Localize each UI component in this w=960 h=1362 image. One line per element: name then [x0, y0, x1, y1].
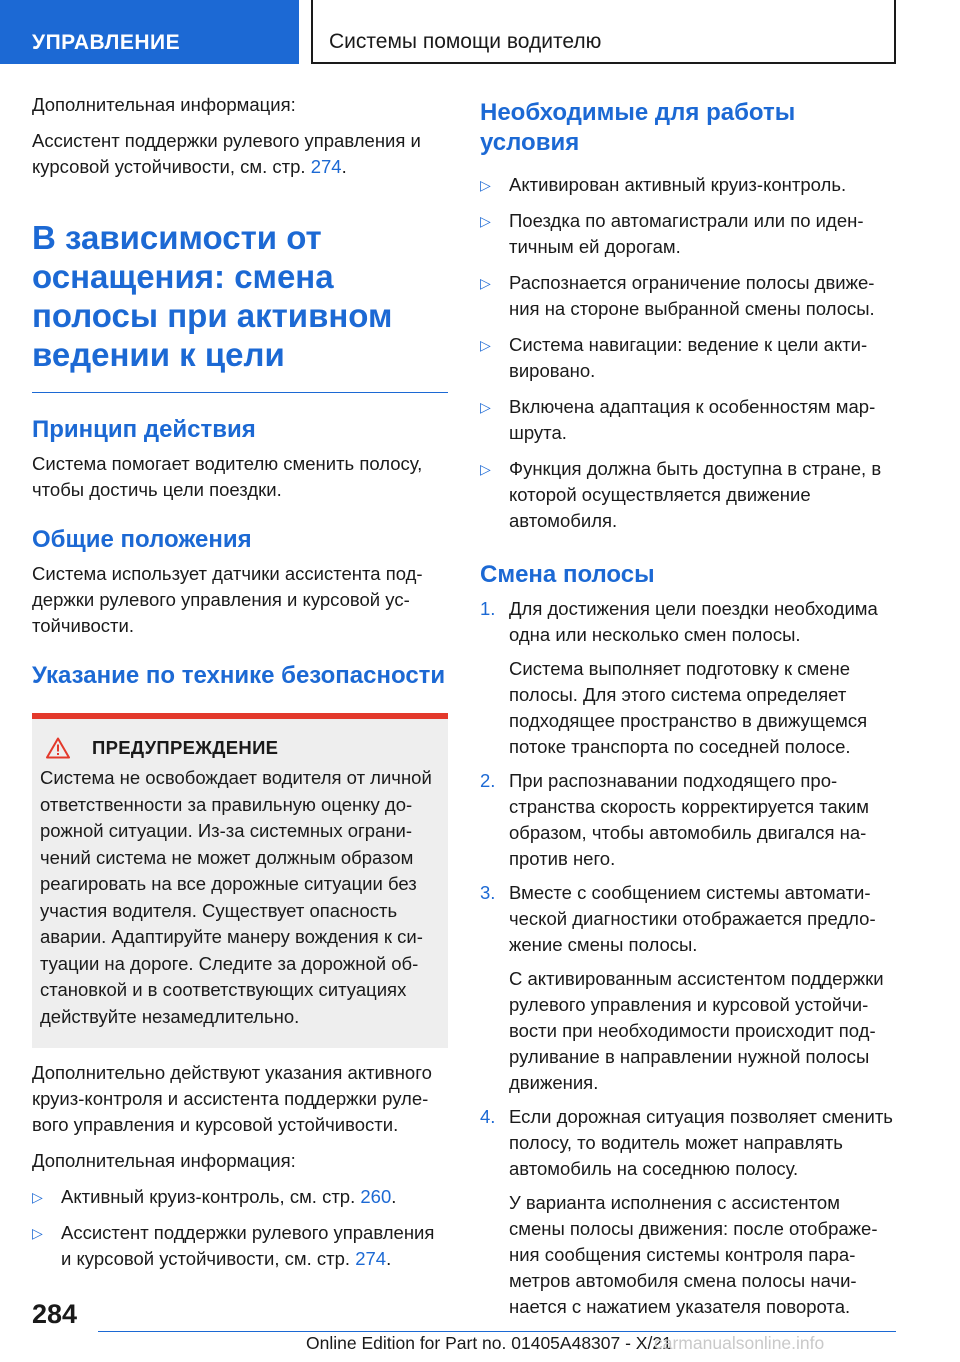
additional-text: Дополнительно действуют указания активного круиз-контроля и ассистента поддержки рулевого управления и курсовой устойчивости. — [32, 1062, 432, 1135]
principle-heading: Принцип действия — [32, 416, 256, 443]
bullet-triangle-icon: ▷ — [480, 177, 491, 193]
main-heading: В зависимости от оснащения: смена полосы при активном ведении к цели — [32, 218, 448, 393]
intro-paragraph — [32, 128, 448, 180]
condition-text: Распознается ограничение полосы движения на стороне выбранной смены полосы. — [509, 272, 875, 319]
item-text: Активный круиз-контроль, см. стр. — [61, 1186, 361, 1207]
bullet-triangle-icon: ▷ — [480, 399, 491, 415]
bullet-triangle-icon: ▷ — [32, 1225, 43, 1241]
more-label: Дополнительная информация: — [32, 1150, 296, 1171]
condition-item — [480, 456, 896, 534]
lane-change-heading: Смена полосы — [480, 561, 655, 588]
right-column — [480, 98, 896, 1328]
warning-title: ПРЕДУПРЕЖДЕНИЕ — [92, 737, 279, 758]
left-column — [32, 92, 448, 1282]
footer-watermark: carmanualsonline.info — [654, 1333, 825, 1353]
bullet-triangle-icon: ▷ — [480, 337, 491, 353]
condition-item — [480, 172, 896, 198]
step-number: 1. — [480, 598, 496, 619]
more-info-item — [32, 1184, 448, 1210]
more-info-item — [32, 1220, 448, 1272]
page-number: 284 — [32, 1299, 78, 1329]
item-end: . — [386, 1248, 392, 1269]
more-info-list — [32, 1184, 448, 1272]
warning-triangle-icon — [46, 737, 70, 759]
bullet-triangle-icon: ▷ — [480, 213, 491, 229]
general-heading: Общие положения — [32, 526, 252, 553]
intro-end: . — [341, 156, 347, 177]
step-text: Вместе с сообщением системы автоматической диагностики отображается предложение смены полосы. — [509, 882, 876, 955]
bullet-triangle-icon: ▷ — [480, 461, 491, 477]
condition-item — [480, 270, 896, 322]
bullet-triangle-icon: ▷ — [32, 1189, 43, 1205]
item-text: Ассистент поддержки рулевого управления и курсовой устойчивости, см. стр. — [61, 1222, 435, 1269]
condition-text: Включена адаптация к особенностям маршрута. — [509, 396, 876, 443]
footer-rule — [98, 1331, 896, 1332]
safety-heading: Указание по технике безопасности — [32, 662, 446, 689]
item-end: . — [391, 1186, 397, 1207]
steps-list — [480, 596, 896, 1320]
intro-label: Дополнительная информация: — [32, 94, 296, 115]
warning-box — [32, 713, 448, 1048]
section-tab[interactable]: УПРАВЛЕНИЕ — [0, 0, 299, 64]
footer-edition: Online Edition for Part no. 01405A48307 - X/21 — [306, 1333, 672, 1353]
condition-item — [480, 208, 896, 260]
step-item — [480, 768, 896, 872]
principle-text: Система помогает водителю сменить полосу, чтобы достичь цели поездки. — [32, 453, 423, 500]
step-number: 2. — [480, 770, 496, 791]
step-note: У варианта исполнения с ассистентом смены полосы движения: после отображения сообщения системы контроля параметров автомобиля смена полосы начинается с нажатием указателя поворота. — [509, 1192, 878, 1317]
step-note: Система выполняет подготовку к смене полосы. Для этого система определяет подходящее пространство в движущемся потоке транспорта по соседней полосе. — [509, 658, 868, 757]
step-item — [480, 1104, 896, 1320]
page-link-274[interactable]: 274 — [310, 156, 342, 177]
warning-text: Система не освобождает водителя от личной ответственности за правильную оценку дорожной ситуации. Из-за системных ограничений система не может должным образом реагировать на все дорожные ситуации без участия водителя. Существует опасность аварии. Адаптируйте манеру вождения к ситуации на дороге. Следите за дорожной обстановкой и в соответствующих ситуациях действуйте незамедлительно. — [40, 767, 432, 1027]
warning-header — [40, 737, 440, 759]
condition-text: Система навигации: ведение к цели активировано. — [509, 334, 868, 381]
page-link[interactable]: 274 — [355, 1248, 387, 1269]
step-text: Для достижения цели поездки необходима одна или несколько смен полосы. — [509, 598, 878, 645]
step-number: 4. — [480, 1106, 496, 1127]
step-note: С активированным ассистентом поддержки рулевого управления и курсовой устойчивости при необходимости происходит подруливание в направлении нужной полосы движения. — [509, 968, 884, 1093]
chapter-title: Системы помощи водителю — [311, 0, 896, 64]
step-text: При распознавании подходящего пространства скорость корректируется таким образом, чтобы автомобиль двигался напротив него. — [509, 770, 869, 869]
intro-text: Ассистент поддержки рулевого управления и курсовой устойчивости, см. стр. — [32, 130, 421, 177]
step-item — [480, 880, 896, 1096]
condition-text: Активирован активный круиз-контроль. — [509, 174, 847, 195]
general-text: Система использует датчики ассистента поддержки рулевого управления и курсовой устойчивости. — [32, 563, 423, 636]
step-number: 3. — [480, 882, 496, 903]
conditions-heading: Необходимые для работы условия — [480, 99, 796, 156]
step-text: Если дорожная ситуация позволяет сменить полосу, то водитель может направлять автомобиль на соседнюю полосу. — [509, 1106, 893, 1179]
page-link[interactable]: 260 — [360, 1186, 392, 1207]
condition-text: Функция должна быть доступна в стране, в которой осуществляется движение автомобиля. — [509, 458, 882, 531]
condition-text: Поездка по автомагистрали или по идентичным ей дорогам. — [509, 210, 864, 257]
conditions-list — [480, 172, 896, 534]
condition-item — [480, 332, 896, 384]
bullet-triangle-icon: ▷ — [480, 275, 491, 291]
step-item — [480, 596, 896, 760]
condition-item — [480, 394, 896, 446]
